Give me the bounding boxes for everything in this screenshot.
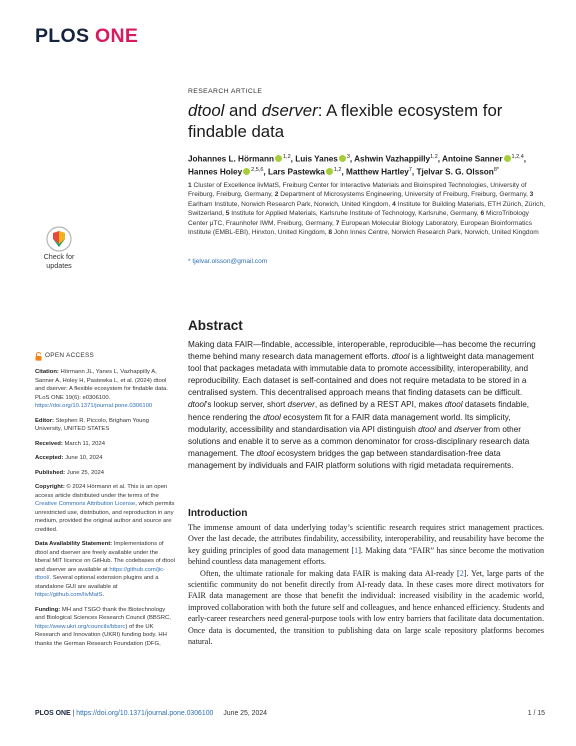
affil-number: 5 [225, 210, 230, 218]
orcid-icon[interactable] [326, 168, 333, 175]
orcid-icon[interactable] [339, 155, 346, 162]
footer-separator: | [70, 710, 77, 717]
author-name[interactable]: , Matthew Hartley [341, 167, 409, 177]
data-availability-label: Data Availability Statement: [35, 541, 113, 547]
page-number: 1 / 15 [527, 710, 545, 717]
abstract-span: and [435, 424, 455, 434]
badge-line-1: Check for [43, 252, 75, 261]
article-info-sidebar [35, 352, 175, 654]
affil-number: 2 [274, 191, 279, 199]
introduction-heading: Introduction [188, 508, 248, 519]
author-name[interactable]: , Ashwin Vazhappilly [349, 154, 431, 164]
logo-plos-text: PLOS [35, 25, 90, 47]
license-link[interactable]: Creative Commons Attribution License [35, 501, 136, 507]
copyright-text-end: , which permits unrestricted use, distribution, and reproduction in any medium, provided the original author and source are credited. [35, 501, 175, 533]
abstract-text [188, 339, 544, 472]
accepted-date: June 10, 2024 [63, 455, 103, 461]
copyright-label: Copyright: [35, 484, 65, 490]
abstract-span: ecosystem fit for a FAIR data management world. Its simplicity, modularity, accessibility and standardisation via API distinguish [188, 412, 511, 434]
author-affil-ref: 1,2 [333, 167, 342, 174]
author-affil-ref: 8* [493, 167, 500, 174]
page-footer [35, 710, 545, 717]
intro-span: The immense amount of data underlying today’s scientific research requires strict management practices. Over the last decade, the attributes findability, accessibility, interoperability, and reusability have become the key guiding principles of good data management [ [188, 523, 544, 555]
affil-text: MicroTribology Center µTC, Fraunhofer IWM, Freiburg, Germany, [188, 210, 529, 227]
published-label: Published: [35, 469, 66, 476]
check-for-updates-badge[interactable] [34, 226, 84, 278]
citation-label: Citation: [35, 369, 59, 375]
github-livmats-link[interactable]: https://github.com/livMatS [35, 592, 103, 598]
abstract-italic: dtool [444, 400, 463, 410]
author-affil-ref: 2,5,6 [251, 167, 264, 174]
intro-span: ]. Making data “FAIR” has since become the motivation behind countless data management efforts. [188, 545, 544, 567]
data-availability-block [35, 540, 175, 600]
author-name[interactable]: Johannes L. Hörmann [188, 154, 274, 164]
article-type: RESEARCH ARTICLE [188, 88, 263, 95]
bbsrc-link[interactable]: https://www.ukri.org/councils/bbsrc [35, 623, 126, 630]
affil-text: Department of Microsystems Engineering, University of Freiburg, Freiburg, Germany, [278, 191, 530, 199]
data-availability-text: Implementations of dtool and dserver are freely available under the liberal MIT licence on GitHub. The codebases of dtool and dserver are available at [35, 541, 175, 573]
github-dtool-link[interactable]: https://github.com/jic-dtool/ [35, 566, 165, 581]
citation-doi-link[interactable]: https://doi.org/10.1371/journal.pone.0306100 [35, 403, 153, 409]
affiliations [188, 181, 546, 237]
copyright-block [35, 483, 175, 534]
received-block [35, 440, 175, 449]
affil-text: European Molecular Biology Laboratory, European Bioinformatics Institute (EMBL-EBI), Hinxton, United Kingdom, [188, 219, 533, 237]
author-name[interactable]: , Tjelvar S. G. Olsson [411, 167, 494, 177]
abstract-italic: dtool [188, 400, 206, 410]
affil-number: 1 [188, 182, 192, 189]
affil-number: 7 [335, 219, 340, 227]
accepted-block [35, 454, 175, 463]
data-availability-text-2: . Several optional extension plugins and a standalone GUI are available at [35, 575, 159, 590]
affil-text: Institute for Applied Materials, Karlsruhe Institute of Technology, Karlsruhe, Germany, [229, 210, 481, 218]
abstract-span: ’s lookup server, short [205, 400, 288, 410]
author-affil-ref: 7 [408, 167, 412, 174]
affil-text: Cluster of Excellence livMatS, Freiburg Center for Interactive Materials and Bioinspired Technologies, University of Freiburg, Freiburg, Germany, [188, 182, 527, 199]
affil-text: John Innes Centre, Norwich Research Park, Norwich, United Kingdom [332, 229, 539, 237]
abstract-italic: dtool [391, 352, 410, 362]
intro-paragraph-1 [188, 522, 544, 568]
title-rest: : A flexible ecosystem for findable data [188, 101, 503, 141]
orcid-icon[interactable] [504, 155, 511, 162]
title-dserver: dserver [261, 101, 318, 120]
corresponding-email-link[interactable]: * tjelvar.olsson@gmail.com [188, 258, 268, 265]
citation-block [35, 368, 175, 411]
affil-text: Earlham Institute, Norwich Research Park, Norwich, United Kingdom, [188, 200, 393, 208]
affil-text: Institute for Building Materials, ETH Zürich, Zürich, Switzerland, [188, 200, 545, 218]
orcid-icon[interactable] [243, 168, 250, 175]
abstract-italic: dserver [287, 400, 315, 410]
intro-span: Often, the ultimate rationale for making data FAIR is making data AI-ready [ [200, 568, 460, 578]
author-list [188, 152, 548, 178]
citation-text: Hörmann JL, Yanes L, Vazhappilly A, Sanner A, Holey H, Pastewka L, et al. (2024) dtool and dserver: A flexible ecosystem for findable data. PLoS ONE 19(6): e0306100. [35, 369, 168, 401]
abstract-italic: dserver [454, 424, 482, 434]
abstract-span: Making data FAIR—findable, accessible, interoperable, reproducible—has become the recurring theme behind many research data management efforts. [188, 340, 536, 362]
funding-block [35, 606, 175, 649]
journal-logo[interactable] [35, 25, 138, 48]
footer-doi-link[interactable]: https://doi.org/10.1371/journal.pone.0306100 [76, 710, 214, 717]
open-access-lock-icon [35, 352, 42, 361]
data-availability-text-3: . [102, 592, 105, 598]
open-access-row [35, 352, 175, 361]
author-name[interactable]: , Hannes Holey [188, 154, 527, 177]
received-label: Received: [35, 440, 63, 447]
abstract-span: ecosystem bridges the gap between standardisation-free data management by individuals and FAIR platform solutions with rigid metadata requirements. [188, 448, 514, 470]
title-and: and [224, 101, 262, 120]
abstract-italic: dtool [418, 424, 436, 434]
reference-link[interactable]: 1 [354, 545, 359, 555]
author-name[interactable]: , Lars Pastewka [263, 167, 325, 177]
published-date: June 25, 2024 [65, 469, 105, 476]
editor-label: Editor: [35, 417, 54, 424]
abstract-heading: Abstract [188, 318, 243, 333]
published-block [35, 469, 175, 478]
footer-journal: PLOS ONE [35, 710, 71, 717]
affil-number: 3 [529, 191, 534, 199]
editor-text: Stephen R. Piccolo, Brigham Young University, UNITED STATES [35, 417, 149, 432]
author-affil-ref: 3 [346, 154, 350, 160]
affil-number: 4 [392, 200, 396, 208]
author-name[interactable]: , Antoine Sanner [437, 154, 503, 164]
author-affil-ref: 1,2,4 [511, 154, 524, 160]
intro-span: ]. Yet, large parts of the scientific community do not benefit directly from AI-ready data. In these cases more direct motivators for FAIR data management are those that benefit the individual: increased visibility in the academic world, improved collaboration with both the future self and colleagues, and hence enhanced efficiency. Students and early-career researchers need general-purpose tools with low entry barriers that facilitate data documentation. Once data is documented, the transition to publishing data on large scale repository platforms becomes natural. [188, 568, 544, 647]
open-access-label: OPEN ACCESS [45, 352, 95, 360]
accepted-label: Accepted: [35, 455, 64, 461]
abstract-span: datasets findable, hence rendering the [188, 400, 530, 422]
abstract-span: is a lightweight data management tool that packages metadata with immutable data to promote accessibility, interoperability, and reproducibility. Each dataset is self-contained and does not require metadata to be stored in a centralised system. This decentralised approach means that finding datasets can be difficult. [188, 352, 534, 398]
badge-line-2: updates [46, 261, 72, 270]
author-affil-ref: 1,2 [282, 154, 291, 160]
orcid-icon[interactable] [275, 155, 282, 162]
title-dtool: dtool [188, 101, 225, 120]
reference-link[interactable]: 2 [459, 568, 464, 578]
editor-block [35, 417, 175, 434]
funding-text-2: ) of the UK Research and Innovation (UKRI) funding body. HH thanks the German Research Foundation (DFG, [35, 623, 167, 647]
funding-label: Funding: [35, 606, 61, 613]
introduction-body [188, 522, 544, 647]
author-name[interactable]: , Luis Yanes [290, 154, 338, 164]
article-title [188, 100, 528, 142]
author-affil-ref: 1,2 [430, 154, 438, 160]
affil-number: 8 [328, 229, 333, 237]
footer-date: June 25, 2024 [223, 710, 268, 717]
copyright-text: © 2024 Hörmann et al. This is an open access article distributed under the terms of the [35, 484, 168, 499]
check-for-updates-icon [46, 226, 72, 252]
affil-number: 6 [480, 210, 485, 218]
abstract-span: from other solutions and enable it to serve as a common denominator for cross-disciplinary research data management. The [188, 424, 530, 458]
received-date: March 11, 2024 [62, 440, 105, 447]
logo-one-text: ONE [95, 25, 139, 47]
abstract-italic: dtool [263, 412, 281, 422]
abstract-span: , as defined by a REST API, makes [314, 400, 445, 410]
intro-paragraph-2 [188, 568, 544, 648]
funding-text: MH and TSGO thank the Biotechnology and Biological Sciences Research Council (BBSRC, [35, 606, 171, 621]
abstract-italic: dtool [256, 448, 275, 458]
